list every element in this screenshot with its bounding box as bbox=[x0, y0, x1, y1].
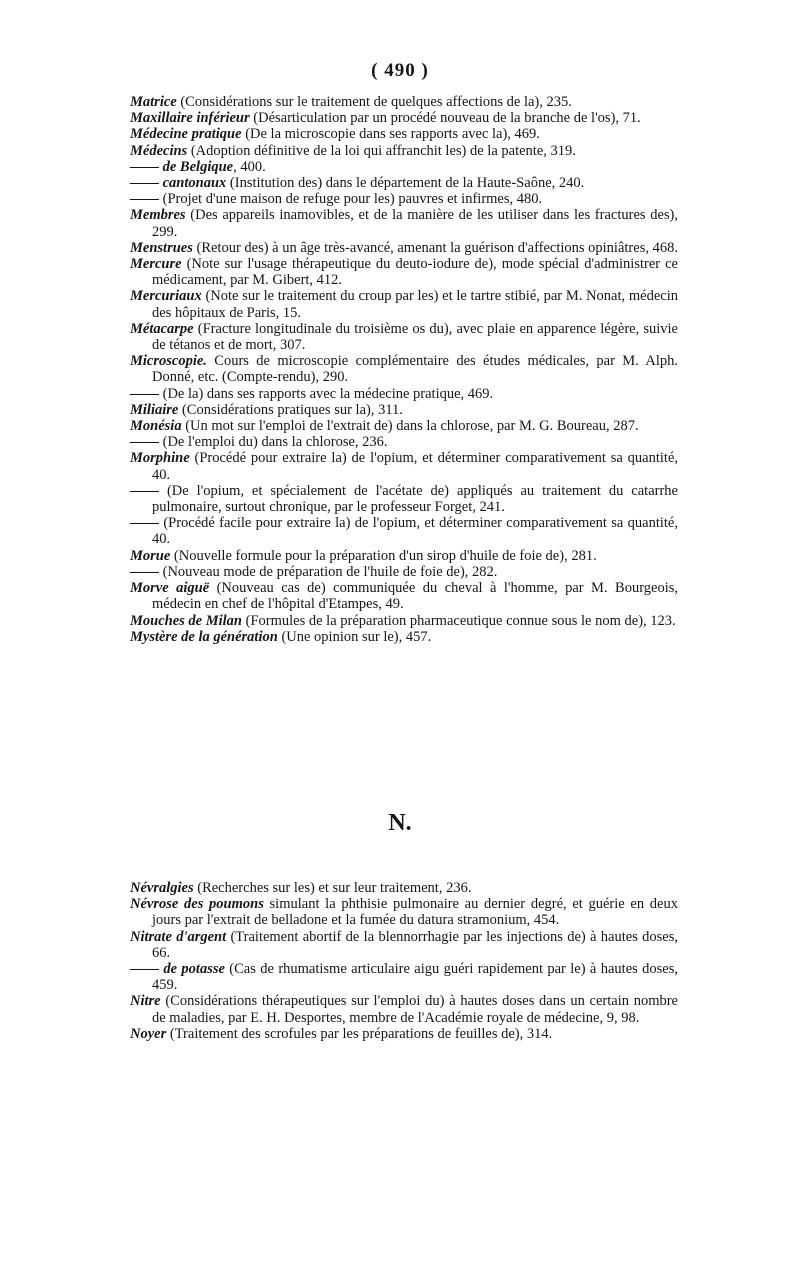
entry-keyword: —— bbox=[130, 191, 159, 208]
entry-text: (Nouveau mode de préparation de l'huile de foie de), 282. bbox=[159, 563, 498, 580]
entry-keyword: Maxillaire inférieur bbox=[130, 110, 250, 127]
index-entry bbox=[130, 402, 678, 418]
entry-keyword: Métacarpe bbox=[130, 320, 194, 337]
index-entry bbox=[130, 110, 678, 126]
entry-keyword: Névrose des poumons bbox=[130, 896, 264, 913]
entry-text: (De la) dans ses rapports avec la médecine pratique, 469. bbox=[159, 385, 494, 402]
index-entry bbox=[130, 191, 678, 207]
entry-text: (Considérations pratiques sur la), 311. bbox=[178, 401, 403, 418]
entry-keyword: Monésia bbox=[130, 418, 182, 435]
entry-keyword: Morue bbox=[130, 547, 171, 564]
index-entry bbox=[130, 126, 678, 142]
entry-text: (Procédé pour extraire la) de l'opium, et déterminer comparativement sa quantité, 40. bbox=[152, 450, 678, 483]
entry-text: (De l'emploi du) dans la chlorose, 236. bbox=[159, 434, 388, 451]
index-entry bbox=[130, 256, 678, 288]
index-entry bbox=[130, 240, 678, 256]
entry-keyword: Menstrues bbox=[130, 239, 193, 256]
entry-keyword: —— cantonaux bbox=[130, 175, 227, 192]
index-entry bbox=[130, 434, 678, 450]
entry-text: (Une opinion sur le), 457. bbox=[277, 628, 432, 645]
entry-keyword: Matrice bbox=[130, 94, 177, 110]
entry-keyword: Nitrate d'argent bbox=[130, 928, 227, 945]
entry-text: (Un mot sur l'emploi de l'extrait de) dans la chlorose, par M. G. Boureau, 287. bbox=[181, 418, 639, 435]
entry-text: (Des appareils inamovibles, et de la manière de les utiliser dans les fractures des), 299. bbox=[152, 207, 678, 240]
entry-text: simulant la phthisie pulmonaire au dernier degré, et guérie en deux jours par l'extrait de belladone et la fumée du datura stramonium, 454. bbox=[152, 896, 678, 929]
index-entry bbox=[130, 483, 678, 515]
entry-text: , 400. bbox=[233, 158, 266, 175]
index-entry bbox=[130, 321, 678, 353]
entry-text: (Retour des) à un âge très-avancé, amenant la guérison d'affections opiniâtres, 468. bbox=[192, 239, 678, 256]
index-entry bbox=[130, 880, 678, 896]
entry-text: Cours de microscopie complémentaire des études médicales, par M. Alph. Donné, etc. (Compte-rendu), 290. bbox=[152, 353, 678, 386]
entry-text: (Considérations thérapeutiques sur l'emploi du) à hautes doses dans un certain nombre de maladies, par E. H. Desportes, membre de l'Académie royale de médecine, 9, 98. bbox=[152, 993, 678, 1026]
entry-keyword: Médecine pratique bbox=[130, 126, 242, 143]
index-entry bbox=[130, 175, 678, 191]
entry-text: (Cas de rhumatisme articulaire aigu guéri rapidement par le) à hautes doses, 459. bbox=[152, 961, 678, 994]
entry-text: (Nouveau cas de) communiquée du cheval à l'homme, par M. Bourgeois, médecin en chef de l'hôpital d'Etampes, 49. bbox=[152, 580, 678, 613]
index-entry bbox=[130, 961, 678, 993]
index-section-n bbox=[130, 880, 678, 1042]
section-heading: N. bbox=[388, 810, 412, 836]
entry-keyword: Microscopie. bbox=[130, 353, 207, 370]
index-entry bbox=[130, 993, 678, 1025]
entry-text: (Adoption définitive de la loi qui affranchit les) de la patente, 319. bbox=[187, 142, 576, 159]
entry-text: (Procédé facile pour extraire la) de l'opium, et déterminer comparativement sa quantité, 40. bbox=[152, 515, 678, 548]
entry-text: (De la microscopie dans ses rapports avec la), 469. bbox=[241, 126, 540, 143]
entry-keyword: Mercure bbox=[130, 256, 182, 273]
entry-text: (De l'opium, et spécialement de l'acétate de) appliqués au traitement du catarrhe pulmonaire, surtout chronique, par le professeur Forget, 241. bbox=[152, 482, 678, 516]
entry-text: (Note sur le traitement du croup par les) et le tartre stibié, par M. Nonat, médecin des hôpitaux de Paris, 15. bbox=[152, 288, 678, 321]
entry-keyword: —— de Belgique bbox=[130, 158, 234, 175]
index-entry bbox=[130, 548, 678, 564]
index-entry bbox=[130, 288, 678, 320]
entry-keyword: Noyer bbox=[130, 1025, 167, 1042]
entry-text: (Fracture longitudinale du troisième os du), avec plaie en apparence légère, suivie de tétanos et de mort, 307. bbox=[152, 320, 678, 354]
entry-keyword: —— bbox=[130, 385, 159, 402]
entry-keyword: Mercuriaux bbox=[130, 288, 202, 305]
entry-keyword: —— bbox=[130, 434, 159, 451]
entry-text: (Formules de la préparation pharmaceutique connue sous le nom de), 123. bbox=[242, 612, 676, 629]
index-entry bbox=[130, 418, 678, 434]
page-number: ( 490 ) bbox=[371, 60, 429, 81]
index-entry bbox=[130, 207, 678, 239]
entry-keyword: Médecins bbox=[130, 142, 188, 159]
index-section-m bbox=[130, 94, 678, 645]
index-entry bbox=[130, 353, 678, 385]
entry-text: (Traitement des scrofules par les préparations de feuilles de), 314. bbox=[166, 1025, 553, 1042]
entry-text: (Nouvelle formule pour la préparation d'un sirop d'huile de foie de), 281. bbox=[170, 547, 597, 564]
index-entry bbox=[130, 1026, 678, 1042]
index-entry bbox=[130, 159, 678, 175]
entry-keyword: —— bbox=[130, 482, 159, 499]
index-entry bbox=[130, 629, 678, 645]
entry-keyword: Nitre bbox=[130, 993, 161, 1010]
index-entry bbox=[130, 613, 678, 629]
entry-keyword: Membres bbox=[130, 207, 186, 224]
entry-text: (Institution des) dans le département de la Haute-Saône, 240. bbox=[226, 175, 585, 192]
entry-text: (Recherches sur les) et sur leur traitement, 236. bbox=[193, 880, 472, 896]
entry-keyword: Névralgies bbox=[130, 880, 194, 896]
index-entry bbox=[130, 515, 678, 547]
entry-keyword: —— bbox=[130, 563, 159, 580]
index-entry bbox=[130, 929, 678, 961]
index-entry bbox=[130, 896, 678, 928]
index-entry bbox=[130, 386, 678, 402]
entry-keyword: —— de potasse bbox=[130, 961, 225, 978]
index-entry bbox=[130, 143, 678, 159]
entry-text: (Projet d'une maison de refuge pour les) pauvres et infirmes, 480. bbox=[159, 191, 543, 208]
entry-keyword: Miliaire bbox=[130, 401, 179, 418]
entry-keyword: —— bbox=[130, 515, 159, 532]
entry-keyword: Mouches de Milan bbox=[130, 612, 242, 629]
index-entry bbox=[130, 564, 678, 580]
entry-text: (Considérations sur le traitement de quelques affections de la), 235. bbox=[176, 94, 572, 110]
entry-text: (Note sur l'usage thérapeutique du deuto-iodure de), mode spécial d'administrer ce médicament, par M. Gibert, 412. bbox=[152, 256, 678, 289]
index-entry bbox=[130, 450, 678, 482]
entry-text: (Désarticulation par un procédé nouveau de la branche de l'os), 71. bbox=[249, 110, 641, 127]
entry-text: (Traitement abortif de la blennorrhagie par les injections de) à hautes doses, 66. bbox=[152, 928, 678, 961]
entry-keyword: Mystère de la génération bbox=[130, 628, 278, 645]
index-entry bbox=[130, 94, 678, 110]
entry-keyword: Morve aiguë bbox=[130, 580, 210, 597]
index-entry bbox=[130, 580, 678, 612]
entry-keyword: Morphine bbox=[130, 450, 190, 467]
